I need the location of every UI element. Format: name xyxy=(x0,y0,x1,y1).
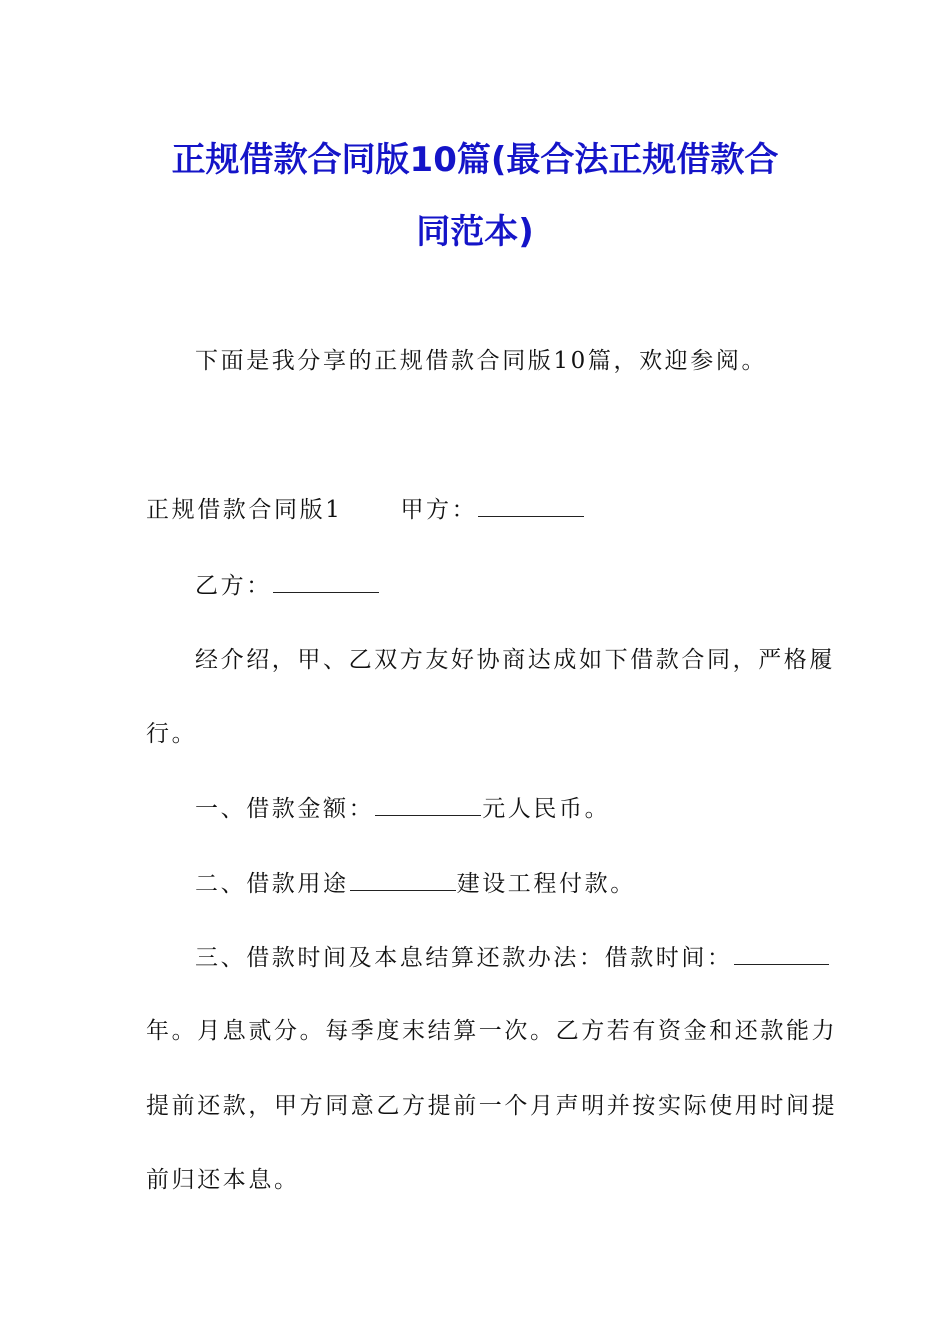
para-intro-line-2: 行。 xyxy=(146,721,198,747)
clause-2-line xyxy=(195,868,636,899)
clause-3-line-4: 前归还本息。 xyxy=(146,1167,300,1193)
clause-3-line-1 xyxy=(195,942,830,973)
document-title-line-1: 正规借款合同版10篇(最合法正规借款合 xyxy=(171,140,779,180)
clause-1-suffix: 元人民币。 xyxy=(482,796,611,822)
party-b-label: 乙方： xyxy=(195,573,272,599)
party-b-blank xyxy=(273,570,379,593)
party-a-label: 甲方： xyxy=(400,497,478,523)
party-b-line xyxy=(195,570,380,601)
clause-3-text-1: 三、借款时间及本息结算还款办法：借款时间： xyxy=(195,945,733,971)
clause-3-line-3: 提前还款，甲方同意乙方提前一个月声明并按实际使用时间提 xyxy=(146,1093,838,1119)
clause-2-suffix: 建设工程付款。 xyxy=(456,871,636,897)
contract-1-heading-line xyxy=(146,494,585,525)
clause-1-prefix: 一、借款金额： xyxy=(195,796,375,822)
clause-3-line-2: 年。月息贰分。每季度末结算一次。乙方若有资金和还款能力 xyxy=(146,1018,838,1044)
clause-2-prefix: 二、借款用途 xyxy=(195,871,349,897)
loan-period-blank xyxy=(734,942,829,965)
intro-paragraph: 下面是我分享的正规借款合同版10篇，欢迎参阅。 xyxy=(195,348,768,374)
contract-1-heading: 正规借款合同版1 xyxy=(146,497,343,523)
party-a-blank xyxy=(478,494,584,517)
loan-amount-blank xyxy=(375,793,481,816)
loan-purpose-blank xyxy=(350,868,456,891)
clause-1-line xyxy=(195,793,610,824)
document-title-line-2: 同范本) xyxy=(416,212,534,252)
para-intro-line-1: 经介绍，甲、乙双方友好协商达成如下借款合同，严格履 xyxy=(195,647,835,673)
